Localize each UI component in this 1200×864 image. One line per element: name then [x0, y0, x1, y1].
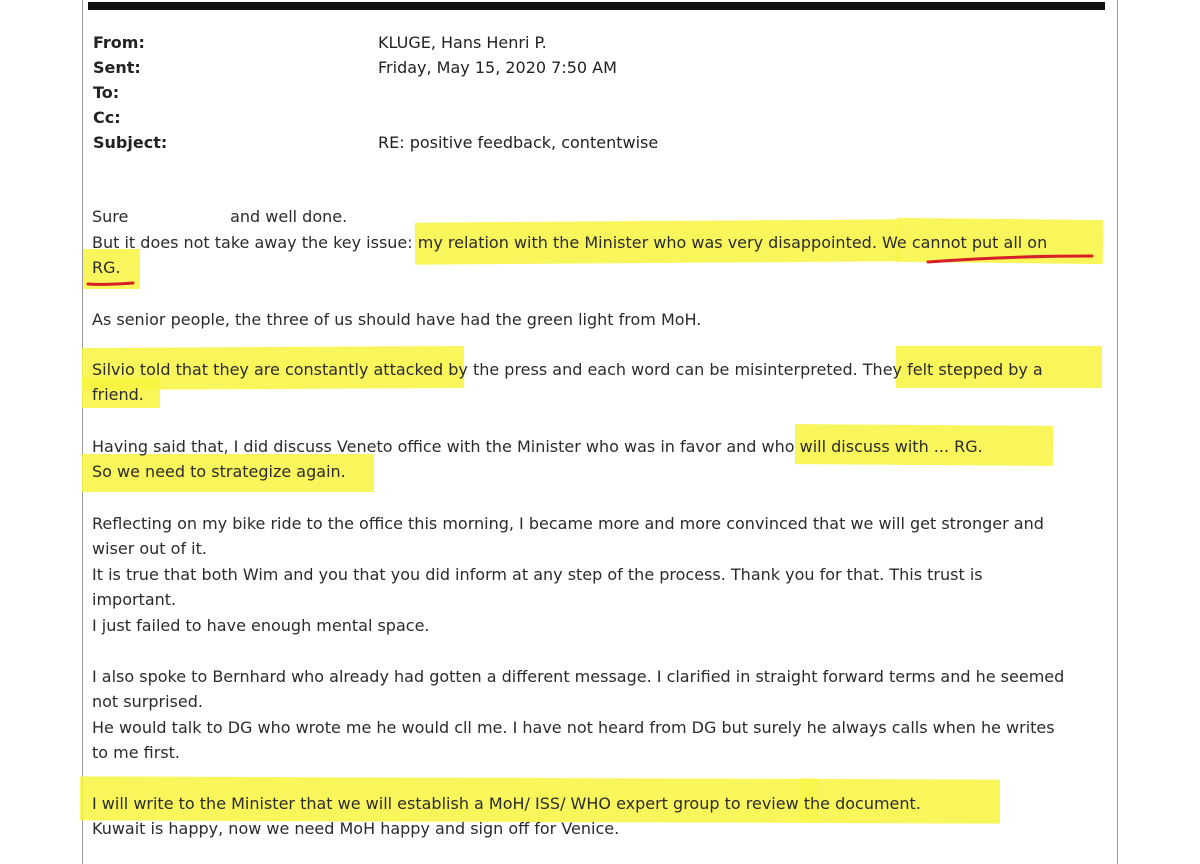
body-line: Reflecting on my bike ride to the office this morning, I became more and more convinced that we will get stronger and: [92, 514, 1044, 533]
to-label: To:: [93, 83, 120, 102]
body-line: So we need to strategize again.: [92, 462, 346, 481]
body-line: Silvio told that they are constantly attacked by the press and each word can be misinterpreted. They felt stepped by a: [92, 360, 1043, 379]
from-label: From:: [93, 33, 145, 52]
body-line: He would talk to DG who wrote me he would cll me. I have not heard from DG but surely he always calls when he writes: [92, 718, 1055, 737]
subject-label: Subject:: [93, 133, 168, 152]
body-line: to me first.: [92, 743, 181, 762]
red-underline: [928, 256, 1092, 262]
body-line: important.: [92, 590, 177, 609]
cc-label: Cc:: [93, 108, 121, 127]
body-line: RG.: [92, 258, 121, 277]
body-line: wiser out of it.: [92, 539, 207, 558]
sent-value: Friday, May 15, 2020 7:50 AM: [378, 58, 617, 77]
body-line: I just failed to have enough mental space.: [92, 616, 430, 635]
body-line: It is true that both Wim and you that you did inform at any step of the process. Thank you for that. This trust is: [92, 565, 983, 584]
from-value: KLUGE, Hans Henri P.: [378, 33, 547, 52]
subject-value: RE: positive feedback, contentwise: [378, 133, 659, 152]
body-line: As senior people, the three of us should have had the green light from MoH.: [92, 310, 702, 329]
body-line: not surprised.: [92, 692, 203, 711]
body-line: friend.: [92, 385, 144, 404]
body-line: I will write to the Minister that we will establish a MoH/ ISS/ WHO expert group to review the document.: [92, 794, 921, 813]
red-underline: [88, 283, 133, 284]
sent-label: Sent:: [93, 58, 141, 77]
body-line: Having said that, I did discuss Veneto office with the Minister who was in favor and who will discuss with ... RG.: [92, 437, 983, 456]
body-line: I also spoke to Bernhard who already had gotten a different message. I clarified in straight forward terms and he seemed: [92, 667, 1065, 686]
body-line: Sure and well done.: [92, 207, 348, 226]
body-line: But it does not take away the key issue: my relation with the Minister who was very disappointed. We cannot put all on: [92, 233, 1048, 252]
body-line: Kuwait is happy, now we need MoH happy and sign off for Venice.: [92, 819, 620, 838]
